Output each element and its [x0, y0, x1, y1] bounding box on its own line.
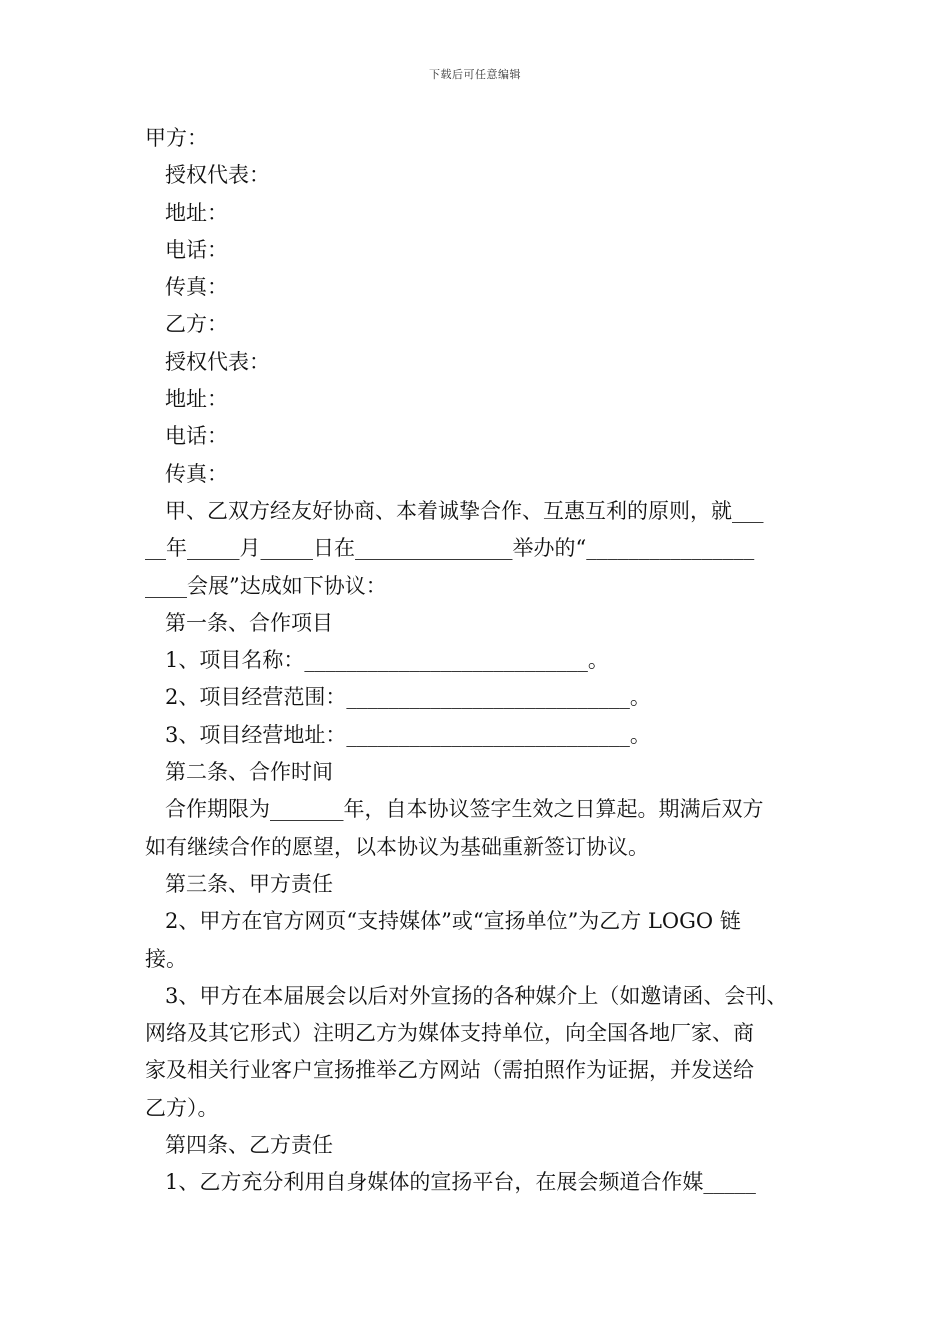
article-4-heading: 第四条、乙方责任 — [165, 1133, 333, 1158]
article-3-heading: 第三条、甲方责任 — [165, 871, 333, 896]
party-b-label: 乙方： — [165, 312, 228, 337]
party-b-duty-1-line-1: 1、乙方充分利用自身媒体的宣扬平台，在展会频道合作媒_____ — [165, 1170, 756, 1195]
cooperation-term-line-1: 合作期限为_______年，自本协议签字生效之日算起。期满后双方 — [165, 797, 764, 822]
project-address-line: 3、项目经营地址：___________________________。 — [165, 722, 651, 747]
project-scope-line: 2、项目经营范围：___________________________。 — [165, 685, 651, 710]
party-b-fax: 传真： — [165, 461, 228, 486]
party-a-label: 甲方： — [145, 126, 208, 150]
cooperation-term-line-2: 如有继续合作的愿望，以本协议为基础重新签订协议。 — [145, 834, 649, 859]
document-body — [145, 120, 810, 1202]
party-a-duty-2-line-2: 接。 — [145, 946, 187, 971]
preamble-line-2: __年_____月_____日在_______________举办的“________________ — [145, 536, 755, 561]
party-a-representative: 授权代表： — [165, 163, 270, 188]
header-note: 下载后可任意编辑 — [429, 68, 521, 81]
party-b-phone: 电话： — [165, 424, 228, 449]
party-a-address: 地址： — [165, 200, 228, 225]
party-a-duty-2-line-1: 2、甲方在官方网页“支持媒体”或“宣扬单位”为乙方 LOGO 链 — [165, 909, 741, 934]
article-2-heading: 第二条、合作时间 — [165, 760, 333, 785]
party-a-duty-3-line-4: 乙方）。 — [145, 1095, 219, 1120]
preamble-line-1: 甲、乙双方经友好协商、本着诚挚合作、互惠互利的原则，就___ — [165, 498, 764, 523]
party-b-address: 地址： — [165, 387, 228, 412]
party-a-fax: 传真： — [165, 275, 228, 300]
article-1-heading: 第一条、合作项目 — [165, 610, 333, 635]
party-a-duty-3-line-2: 网络及其它形式）注明乙方为媒体支持单位，向全国各地厂家、商 — [145, 1021, 754, 1046]
party-a-phone: 电话： — [165, 237, 228, 262]
party-a-duty-3-line-3: 家及相关行业客户宣扬推举乙方网站（需拍照作为证据，并发送给 — [145, 1058, 754, 1083]
party-b-representative: 授权代表： — [165, 349, 270, 374]
preamble-line-3: ____会展”达成如下协议： — [145, 573, 387, 598]
party-a-duty-3-line-1: 3、甲方在本届展会以后对外宣扬的各种媒介上（如邀请函、会刊、 — [165, 983, 788, 1008]
project-name-line: 1、项目名称：___________________________。 — [165, 648, 609, 673]
